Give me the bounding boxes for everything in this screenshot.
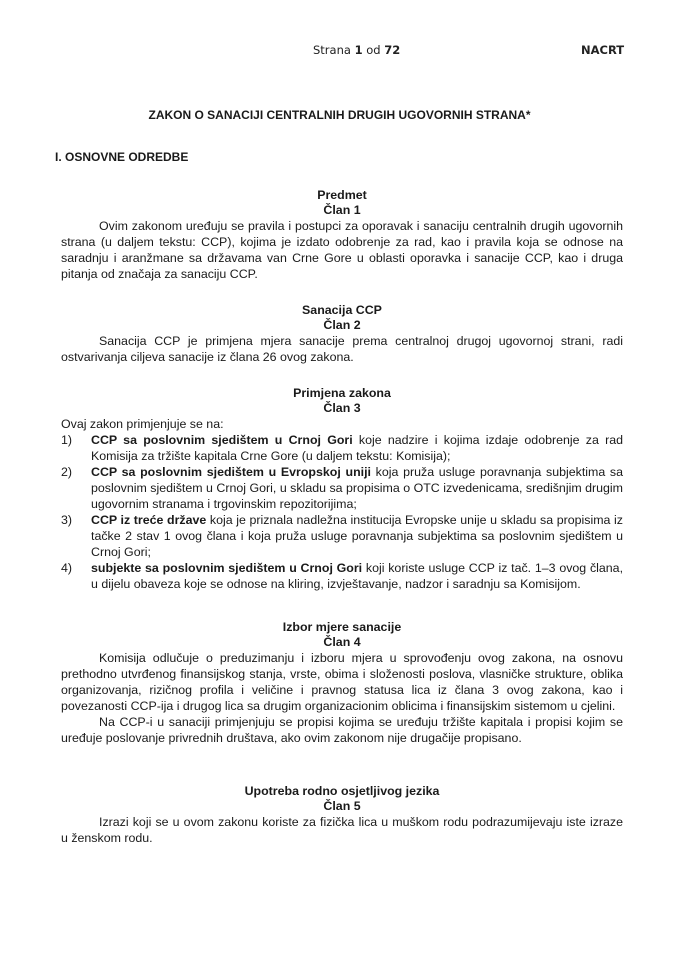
article-paragraph: Ovim zakonom uređuju se pravila i postupci za oporavak i sanaciju centralnih drugih ugovornih strana (u daljem tekstu: CCP), kojima je izdato odobrenje za rad, kao i pravila koja se odnose na saradnju i aranžmane sa državama van Crne Gore u oblasti oporavka i sanacije CCP, kao i druga pitanja od značaja za sanaciju CCP. [61, 219, 623, 281]
part-title: I. OSNOVNE ODREDBE [55, 150, 189, 164]
page-prefix: Strana [313, 43, 351, 57]
article-heading: Sanacija CCP [302, 303, 382, 317]
article-paragraph: Sanacija CCP je primjena mjera sanacije prema centralnoj drugoj ugovornoj strani, radi ostvarivanja ciljeva sanacije iz člana 26 ovog zakona. [61, 334, 623, 364]
article-heading: Upotreba rodno osjetljivog jezika [244, 784, 440, 798]
article-intro: Ovaj zakon primjenjuje se na: [61, 417, 224, 431]
item-number: 3) [61, 513, 73, 527]
item-text: koja pruža usluge poravnanja subjektima sa poslovnim sjedištem u Crnoj Gori, u skladu sa propisima o OTC izvedenicama, središnjim drugim ugovornim stranama i trgovinskim repozitorijima; [91, 465, 624, 511]
article-heading: Predmet [317, 188, 367, 202]
article-number: Član 2 [323, 318, 361, 332]
item-number: 4) [61, 561, 73, 575]
article-1 [61, 188, 623, 282]
item-text: koja je priznala nadležna institucija Evropske unije u skladu sa propisima iz tačke 2 stav 1 ovog člana i koja pruža usluge poravnanja subjektima sa poslovnim sjedištem u Crnoj Gori; [91, 513, 623, 559]
article-paragraph: Komisija odlučuje o preduzimanju i izboru mjera u sprovođenju ovog zakona, na osnovu prethodno utvrđenog finansijskog stanja, vrste, obima i složenosti poslova, vlasničke strukture, oblika organizovanja, rizičnog profila i veličine i pravnog statusa lica iz člana 3 ovog zakona, kao i povezanosti CCP-ija i drugog lica sa drugim organizacionim oblicima i finansijskim sistemom u cjelini. [61, 651, 623, 713]
list-item [61, 432, 623, 464]
article-number: Član 4 [323, 635, 361, 649]
document-title: ZAKON O SANACIJI CENTRALNIH DRUGIH UGOVORNIH STRANA* [148, 108, 531, 122]
article-paragraph: Na CCP-i u sanaciji primjenjuju se propisi kojima se uređuju tržište kapitala i propisi kojim se uređuje poslovanje privrednih društava, ako ovim zakonom nije drugačije propisano. [61, 715, 623, 745]
item-bold-text: CCP iz treće države [91, 513, 207, 527]
draft-label: NACRT [581, 43, 625, 57]
list-item [61, 560, 623, 592]
item-bold-text: CCP sa poslovnim sjedištem u Evropskoj uniji [91, 465, 371, 479]
article-number: Član 3 [323, 401, 361, 415]
article-heading: Izbor mjere sanacije [282, 620, 402, 634]
page-total: 72 [384, 43, 401, 57]
page-of: od [366, 43, 381, 57]
list-item [61, 512, 623, 560]
item-text: koji koriste usluge CCP iz tač. 1–3 ovog člana, u dijelu obaveza koje se odnose na kliring, izvještavanje, nadzor i saradnju sa Komisijom. [91, 561, 624, 591]
item-bold-text: CCP sa poslovnim sjedištem u Crnoj Gori [91, 433, 353, 447]
item-text: koje nadzire i kojima izdaje odobrenje za rad Komisija za tržište kapitala Crne Gore (u daljem tekstu: Komisija); [91, 433, 623, 463]
article-paragraph: Izrazi koji se u ovom zakonu koriste za fizička lica u muškom rodu podrazumijevaju iste izraze u ženskom rodu. [61, 815, 623, 845]
page-number [313, 43, 400, 57]
article-item-list [61, 432, 623, 592]
article-3 [61, 386, 623, 592]
article-number: Član 1 [323, 203, 361, 217]
item-number: 2) [61, 465, 73, 479]
item-bold-text: subjekte sa poslovnim sjedištem u Crnoj Gori [91, 561, 363, 575]
article-number: Član 5 [323, 799, 361, 813]
page-current: 1 [354, 43, 363, 57]
article-4 [61, 620, 623, 746]
article-2 [61, 303, 623, 365]
article-5 [61, 784, 623, 846]
article-heading: Primjena zakona [293, 386, 391, 400]
item-number: 1) [61, 433, 73, 447]
list-item [61, 464, 623, 512]
